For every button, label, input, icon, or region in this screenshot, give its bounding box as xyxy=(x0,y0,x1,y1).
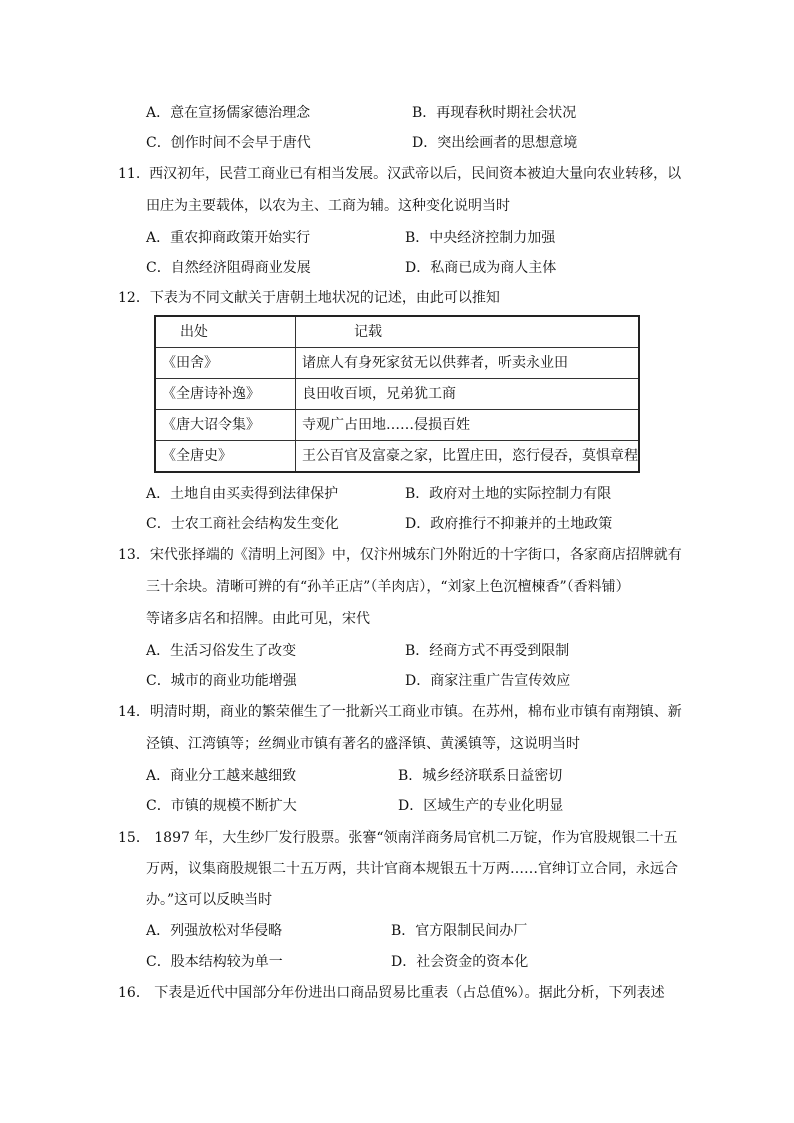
q11-option-d: D．私商已成为商人主体 xyxy=(405,260,557,276)
q15-option-c: C．股本结构较为单一 xyxy=(146,954,283,970)
q11-stem-line-2: 田庄为主要载体，以农为主、工商为辅。这种变化说明当时 xyxy=(146,198,510,214)
table-cell-source: 《全唐史》 xyxy=(155,441,296,473)
q15-stem-line-1: 15． 1897 年，大生纱厂发行股票。张謇“领南洋商务局官机二万锭，作为官股规银二十五 xyxy=(118,830,678,846)
table-row xyxy=(155,410,639,441)
table-cell-record: 寺观广占田地……侵损百姓 xyxy=(296,410,640,441)
q13-option-a: A．生活习俗发生了改变 xyxy=(146,643,297,659)
table-cell-source: 《唐大诏令集》 xyxy=(155,410,296,441)
table-row xyxy=(155,379,639,410)
q10-option-b: B．再现春秋时期社会状况 xyxy=(412,105,577,121)
q10-option-d: D．突出绘画者的思想意境 xyxy=(412,135,578,151)
table-cell-source: 《田舍》 xyxy=(155,348,296,379)
q13-stem-line-3: 等诸多店名和招牌。由此可见，宋代 xyxy=(146,611,370,627)
table-cell-record: 王公百官及富豪之家，比置庄田，恣行侵吞，莫惧章程 xyxy=(296,441,640,473)
q10-option-a: A．意在宣扬儒家德治理念 xyxy=(146,105,311,121)
q15-stem-line-2: 万两，议集商股规银二十五万两，共计官商本规银五十万两……官绅订立合同，永远合 xyxy=(146,861,678,877)
q12-option-c: C．士农工商社会结构发生变化 xyxy=(146,516,339,532)
q14-stem-line-1: 14．明清时期，商业的繁荣催生了一批新兴工商业市镇。在苏州，棉布业市镇有南翔镇、新 xyxy=(118,704,682,720)
table-cell-record: 诸庶人有身死家贫无以供葬者，听卖永业田 xyxy=(296,348,640,379)
q12-option-d: D．政府推行不抑兼并的土地政策 xyxy=(405,516,613,532)
q12-option-b: B．政府对土地的实际控制力有限 xyxy=(405,486,612,502)
q15-stem-line-3: 办。”这可以反映当时 xyxy=(146,892,273,908)
q12-source-table xyxy=(154,315,640,473)
q13-option-b: B．经商方式不再受到限制 xyxy=(405,643,570,659)
q11-option-c: C．自然经济阻碍商业发展 xyxy=(146,260,311,276)
q15-option-a: A．列强放松对华侵略 xyxy=(146,923,283,939)
q12-option-a: A．土地自由买卖得到法律保护 xyxy=(146,486,339,502)
q10-option-c: C．创作时间不会早于唐代 xyxy=(146,135,311,151)
table-header-row xyxy=(155,316,639,348)
q13-option-d: D．商家注重广告宣传效应 xyxy=(405,673,571,689)
q14-option-c: C．市镇的规模不断扩大 xyxy=(146,798,297,814)
q15-option-d: D．社会资金的资本化 xyxy=(391,954,529,970)
q16-stem: 16． 下表是近代中国部分年份进出口商品贸易比重表（占总值%）。据此分析，下列表述 xyxy=(118,985,665,1001)
table-cell-record: 良田收百顷，兄弟犹工商 xyxy=(296,379,640,410)
q14-stem-line-2: 泾镇、江湾镇等；丝绸业市镇有著名的盛泽镇、黄溪镇等，这说明当时 xyxy=(146,736,580,752)
table-header-record: 记载 xyxy=(296,316,640,348)
q11-stem-line-1: 11. 西汉初年，民营工商业已有相当发展。汉武帝以后，民间资本被迫大量向农业转移，以 xyxy=(118,166,682,182)
q13-stem-line-1: 13．宋代张择端的《清明上河图》中，仅汴州城东门外附近的十字街口，各家商店招牌就有 xyxy=(118,547,682,563)
q14-option-a: A．商业分工越来越细致 xyxy=(146,768,297,784)
q13-stem-line-2: 三十余块。清晰可辨的有“孙羊正店”（羊肉店），“刘家上色沉檀楝香”（香料铺） xyxy=(146,579,630,595)
q14-option-d: D．区域生产的专业化明显 xyxy=(398,798,564,814)
table-row xyxy=(155,348,639,379)
table-row xyxy=(155,441,639,473)
q13-option-c: C．城市的商业功能增强 xyxy=(146,673,297,689)
q14-option-b: B．城乡经济联系日益密切 xyxy=(398,768,563,784)
table-header-source: 出处 xyxy=(155,316,296,348)
q12-stem: 12．下表为不同文献关于唐朝土地状况的记述，由此可以推知 xyxy=(118,290,500,306)
q11-option-a: A．重农抑商政策开始实行 xyxy=(146,230,311,246)
table-cell-source: 《全唐诗补逸》 xyxy=(155,379,296,410)
q15-option-b: B．官方限制民间办厂 xyxy=(391,923,528,939)
q11-option-b: B．中央经济控制力加强 xyxy=(405,230,556,246)
